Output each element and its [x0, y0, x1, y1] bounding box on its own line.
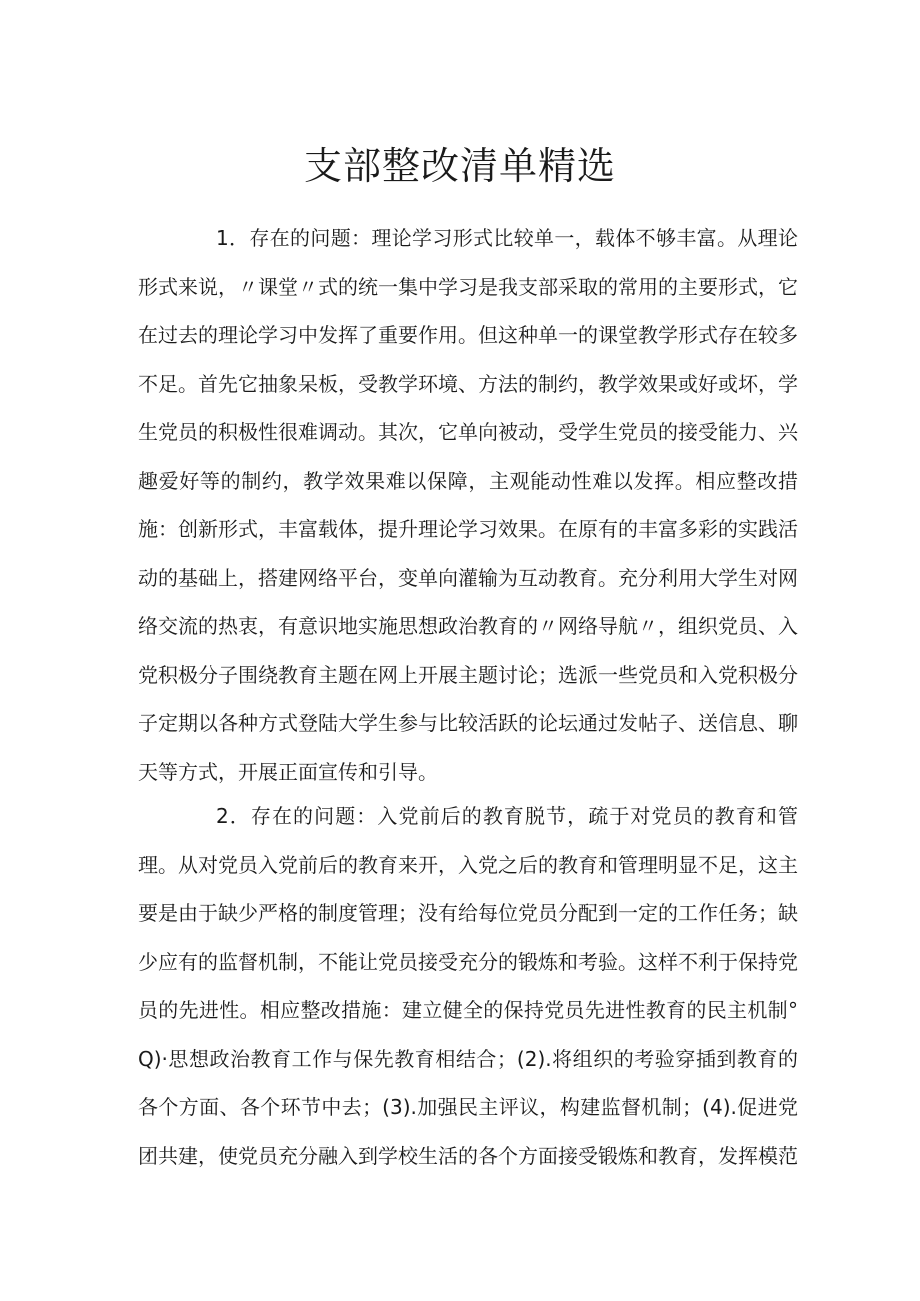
paragraph-1: 1．存在的问题：理论学习形式比较单一，载体不够丰富。从理论形式来说，〃课堂〃式的统一集中学习是我支部采取的常用的主要形式，它在过去的理论学习中发挥了重要作用。但这种单一的课堂教学形式存在较多不足。首先它抽象呆板，受教学环境、方法的制约，教学效果或好或坏，学生党员的积极性很难调动。其次，它单向被动，受学生党员的接受能力、兴趣爱好等的制约，教学效果难以保障，主观能动性难以发挥。相应整改措施：创新形式，丰富载体，提升理论学习效果。在原有的丰富多彩的实践活动的基础上，搭建网络平台，变单向灌输为互动教育。充分利用大学生对网络交流的热衷，有意识地实施思想政治教育的〃网络导航〃，组织党员、入党积极分子围绕教育主题在网上开展主题讨论；选派一些党员和入党积极分子定期以各种方式登陆大学生参与比较活跃的论坛通过发帖子、送信息、聊天等方式，开展正面宣传和引导。 [138, 226, 798, 784]
paragraph-2: 2．存在的问题：入党前后的教育脱节，疏于对党员的教育和管理。从对党员入党前后的教育来开，入党之后的教育和管理明显不足，这主要是由于缺少严格的制度管理；没有给每位党员分配到一定的工作任务；缺少应有的监督机制，不能让党员接受充分的锻炼和考验。这样不利于保持党员的先进性。相应整改措施：建立健全的保持党员先进性教育的民主机制°Q)·思想政治教育工作与保先教育相结合；(2).将组织的考验穿插到教育的各个方面、各个环节中去；(3).加强民主评议，构建监督机制；(4).促进党团共建，使党员充分融入到学校生活的各个方面接受锻炼和教育，发挥模范 [138, 804, 798, 1168]
document-title: 支部整改清单精选 [303, 144, 616, 188]
